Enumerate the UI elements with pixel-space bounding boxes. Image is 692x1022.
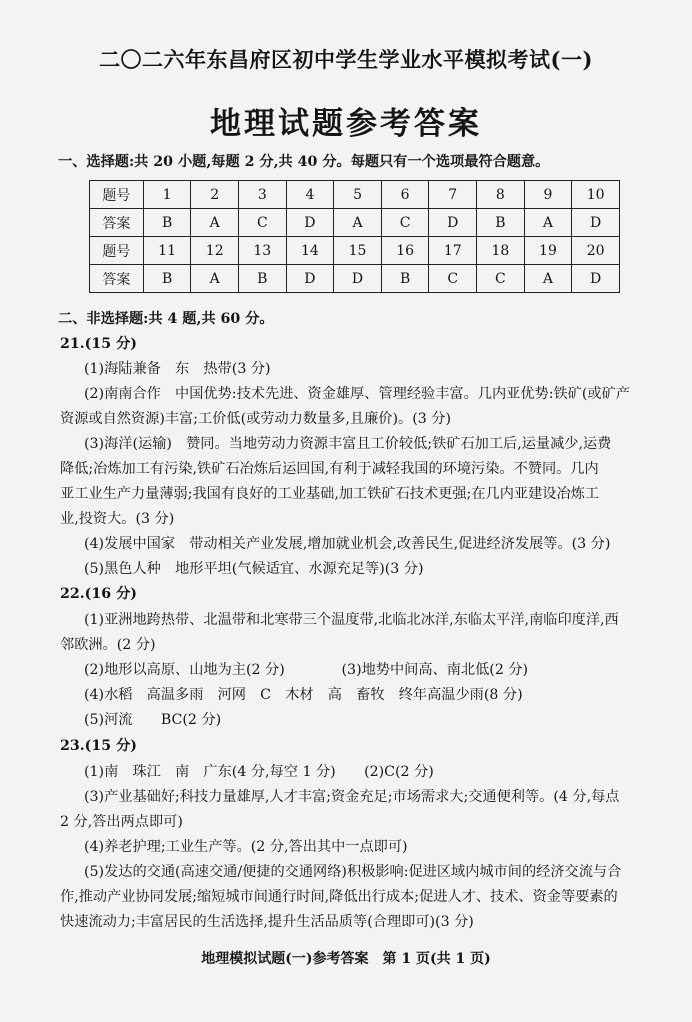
question-number: 14 xyxy=(286,237,334,265)
q23-line: (3)产业基础好;科技力量雄厚,人才丰富;资金充足;市场需求大;交通便利等。(4 分,每点 xyxy=(84,789,620,805)
answer-cell: C xyxy=(477,265,525,293)
q22-line: (2)地形以高原、山地为主(2 分) (3)地势中间高、南北低(2 分) xyxy=(84,662,529,678)
q23-header: 23.(15 分) xyxy=(60,738,137,754)
answer-cell: A xyxy=(191,265,239,293)
table-row xyxy=(90,237,620,265)
question-number: 6 xyxy=(381,181,429,209)
table-row xyxy=(90,209,620,237)
q23-line: (1)南 珠江 南 广东(4 分,每空 1 分) (2)C(2 分) xyxy=(84,764,434,780)
question-number: 15 xyxy=(334,237,382,265)
section1-heading: 一、选择题:共 20 小题,每题 2 分,共 40 分。每题只有一个选项最符合题意。 xyxy=(58,154,550,170)
answer-cell: B xyxy=(143,265,191,293)
answer-cell: D xyxy=(429,209,477,237)
answer-cell: C xyxy=(429,265,477,293)
question-number: 20 xyxy=(572,237,620,265)
question-number: 5 xyxy=(334,181,382,209)
answer-cell: D xyxy=(572,265,620,293)
exam-title: 二〇二六年东昌府区初中学生学业水平模拟考试(一) xyxy=(99,47,593,72)
page-footer: 地理模拟试题(一)参考答案 第 1 页(共 1 页) xyxy=(201,951,491,967)
question-number: 8 xyxy=(477,181,525,209)
question-number: 1 xyxy=(143,181,191,209)
answer-cell: B xyxy=(239,265,287,293)
question-number: 12 xyxy=(191,237,239,265)
answer-cell: C xyxy=(381,209,429,237)
question-number: 9 xyxy=(524,181,572,209)
answer-table xyxy=(89,180,620,293)
q21-line: (5)黑色人种 地形平坦(气候适宜、水源充足等)(3 分) xyxy=(84,561,424,577)
question-number: 10 xyxy=(572,181,620,209)
answer-cell: D xyxy=(286,209,334,237)
q23-line: (5)发达的交通(高速交通/便捷的交通网络)积极影响:促进区域内城市间的经济交流与合 xyxy=(84,864,622,880)
question-number: 16 xyxy=(381,237,429,265)
question-number: 17 xyxy=(429,237,477,265)
row-label-question: 题号 xyxy=(90,181,144,209)
table-row xyxy=(90,265,620,293)
answer-cell: A xyxy=(191,209,239,237)
q22-header: 22.(16 分) xyxy=(60,586,137,602)
q22-line: (4)水稻 高温多雨 河网 C 木材 高 畜牧 终年高温少雨(8 分) xyxy=(84,687,523,703)
answer-cell: C xyxy=(239,209,287,237)
question-number: 13 xyxy=(239,237,287,265)
q23-line: 2 分,答出两点即可) xyxy=(60,814,183,830)
question-number: 2 xyxy=(191,181,239,209)
q21-line: 亚工业生产力量薄弱;我国有良好的工业基础,加工铁矿石技术更强;在几内亚建设冶炼工 xyxy=(60,486,600,502)
row-label-answer: 答案 xyxy=(90,265,144,293)
q22-line: (1)亚洲地跨热带、北温带和北寒带三个温度带,北临北冰洋,东临太平洋,南临印度洋,西 xyxy=(84,612,619,628)
q23-line: 快速流动力;丰富居民的生活选择,提升生活品质等(合理即可)(3 分) xyxy=(60,914,474,930)
q21-line: (1)海陆兼备 东 热带(3 分) xyxy=(84,361,271,377)
table-row xyxy=(90,181,620,209)
answer-cell: A xyxy=(334,209,382,237)
question-number: 11 xyxy=(143,237,191,265)
answer-cell: B xyxy=(143,209,191,237)
q23-line: (4)养老护理;工业生产等。(2 分,答出其中一点即可) xyxy=(84,839,408,855)
document-title: 地理试题参考答案 xyxy=(210,106,482,142)
row-label-answer: 答案 xyxy=(90,209,144,237)
question-number: 7 xyxy=(429,181,477,209)
answer-cell: B xyxy=(477,209,525,237)
q22-line: (5)河流 BC(2 分) xyxy=(84,712,222,728)
answer-cell: A xyxy=(524,209,572,237)
q21-line: (4)发展中国家 带动相关产业发展,增加就业机会,改善民生,促进经济发展等。(3 分) xyxy=(84,536,611,552)
answer-cell: B xyxy=(381,265,429,293)
answer-cell: D xyxy=(572,209,620,237)
question-number: 3 xyxy=(239,181,287,209)
q21-header: 21.(15 分) xyxy=(60,336,137,352)
row-label-question: 题号 xyxy=(90,237,144,265)
answer-cell: D xyxy=(334,265,382,293)
q21-line: 业,投资大。(3 分) xyxy=(60,511,175,527)
q21-line: 降低;冶炼加工有污染,铁矿石冶炼后运回国,有利于减轻我国的环境污染。不赞同。几内 xyxy=(60,461,599,477)
answer-cell: A xyxy=(524,265,572,293)
q22-line: 邻欧洲。(2 分) xyxy=(60,637,156,653)
question-number: 18 xyxy=(477,237,525,265)
question-number: 4 xyxy=(286,181,334,209)
q21-line: (2)南南合作 中国优势:技术先进、资金雄厚、管理经验丰富。几内亚优势:铁矿(或矿产 xyxy=(84,386,630,402)
q21-line: (3)海洋(运输) 赞同。当地劳动力资源丰富且工价较低;铁矿石加工后,运量减少,运费 xyxy=(84,436,612,452)
question-number: 19 xyxy=(524,237,572,265)
q21-line: 资源或自然资源)丰富;工价低(或劳动力数量多,且廉价)。(3 分) xyxy=(60,411,452,427)
q23-line: 作,推动产业协同发展;缩短城市间通行时间,降低出行成本;促进人才、技术、资金等要素的 xyxy=(60,889,618,905)
answer-cell: D xyxy=(286,265,334,293)
section2-heading: 二、非选择题:共 4 题,共 60 分。 xyxy=(58,311,274,327)
